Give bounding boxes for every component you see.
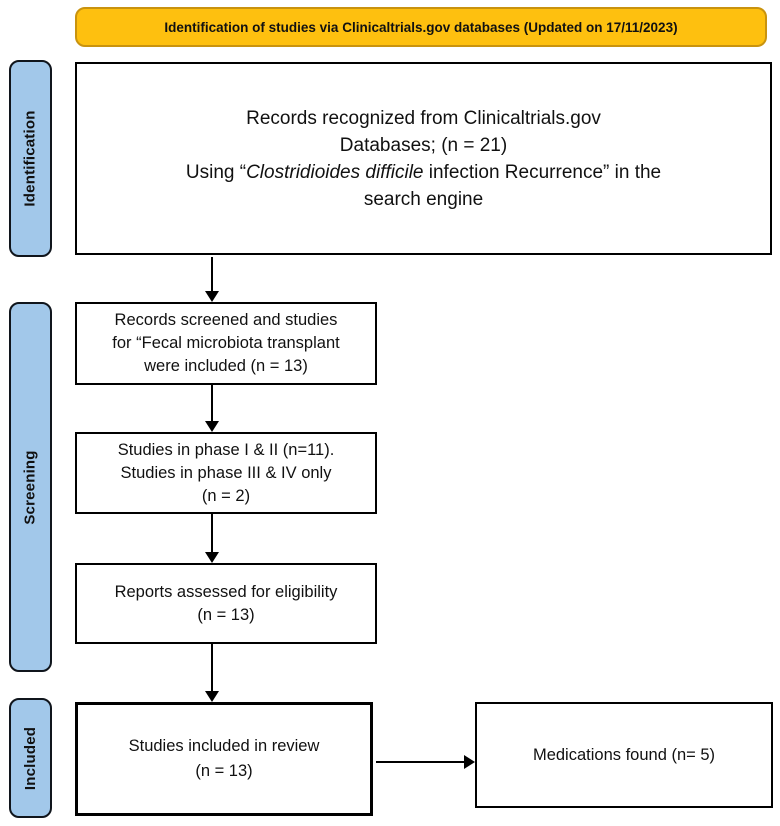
- box-medications-found-text: [477, 744, 771, 767]
- arrow-head-icon: [205, 421, 219, 432]
- stage-included-label: Included: [22, 726, 39, 790]
- banner-label: Identification of studies via Clinicaltrials.gov databases (Updated on 17/11/2023): [164, 19, 678, 35]
- box-study-phases-text: [77, 439, 375, 508]
- arrow-right-included-to-medications: [376, 755, 475, 769]
- box-records-screened-text: [77, 309, 375, 378]
- arrow-head-icon: [205, 291, 219, 302]
- text-line: Reports assessed for eligibility: [114, 582, 338, 601]
- box-study-phases: [75, 432, 377, 514]
- text-line: Records screened and studies: [114, 311, 338, 329]
- text-line: search engine: [363, 188, 484, 210]
- stage-identification-label: Identification: [22, 110, 40, 207]
- arrow-down-identification-to-screened: [205, 257, 219, 302]
- banner: [75, 7, 767, 47]
- arrow-head-icon: [205, 691, 219, 702]
- box-records-screened: [75, 302, 377, 385]
- text-line: Studies in phase I & II (n=11).: [117, 440, 335, 459]
- text-line: Records recognized from Clinicaltrials.gov: [246, 107, 601, 129]
- box-records-recognized: [75, 62, 772, 255]
- text-line: (n = 13): [197, 605, 255, 624]
- box-reports-eligibility: [75, 563, 377, 644]
- arrow-down-phases-to-eligibility: [205, 514, 219, 563]
- arrow-down-screened-to-phases: [205, 385, 219, 432]
- stage-screening-label: Screening: [22, 449, 40, 525]
- text-line: Medications found (n= 5): [532, 745, 716, 764]
- text-line: for “Fecal microbiota transplant: [112, 334, 340, 352]
- box-studies-included: [75, 702, 373, 816]
- text-segment: Using “: [185, 161, 247, 183]
- text-segment: infection Recurrence” in the: [423, 161, 662, 183]
- arrow-stem: [211, 644, 213, 692]
- arrow-stem: [211, 385, 213, 422]
- stage-included: [9, 698, 52, 818]
- box-records-recognized-text: [77, 105, 770, 213]
- text-line: (n = 2): [201, 486, 251, 505]
- box-medications-found: [475, 702, 773, 808]
- text-line: (n = 13): [195, 762, 253, 780]
- stage-screening: [9, 302, 52, 672]
- text-line: Studies included in review: [128, 737, 320, 755]
- text-segment-italic: Clostridioides difficile: [246, 161, 424, 183]
- arrow-stem: [376, 761, 465, 763]
- arrow-head-icon: [205, 552, 219, 563]
- box-reports-eligibility-text: [77, 581, 375, 627]
- box-studies-included-text: [78, 734, 370, 784]
- arrow-head-icon: [464, 755, 475, 769]
- arrow-stem: [211, 514, 213, 553]
- text-line: [77, 159, 770, 186]
- text-line: Databases; (n = 21): [339, 134, 508, 156]
- text-line: were included (n = 13): [144, 357, 308, 375]
- text-line: Studies in phase III & IV only: [120, 463, 332, 482]
- stage-identification: [9, 60, 52, 257]
- arrow-down-eligibility-to-included: [205, 644, 219, 702]
- arrow-stem: [211, 257, 213, 292]
